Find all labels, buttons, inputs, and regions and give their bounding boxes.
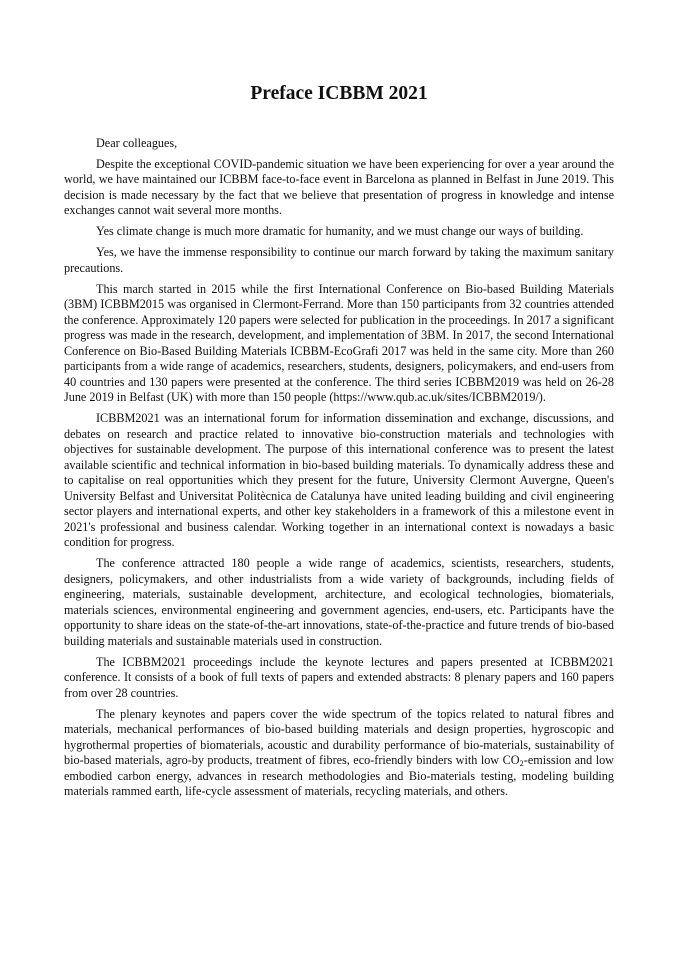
paragraph-proceedings: The ICBBM2021 proceedings include the keynote lectures and papers presented at ICBBM2021 conference. It consists of a book of full texts of papers and extended abstracts: 8 plenary papers and 160 papers from over 28 countries.: [64, 654, 614, 700]
paragraph-topics: [64, 707, 614, 800]
topics-text-end: -emission and low embodied carbon energy, advances in research methodologies and Bio-materials testing, modeling building materials rammed earth, life-cycle assessment of materials, recycling materials, and others.: [64, 753, 614, 798]
paragraph-forum: ICBBM2021 was an international forum for information dissemination and exchange, discussions, and debates on research and practice related to innovative bio-construction materials and technologies with objectives for sustainable development. The purpose of this international conference was to present the latest available scientific and technical information in bio-based building materials. To dynamically address these and to capitalise on real opportunities which they present for the future, University Clermont Auvergne, Queen's University Belfast and Universitat Politècnica de Catalunya have united leading building and civil engineering sector players and international experts, and other key stakeholders in a framework of this a milestone event in 2021's professional and business calendar. Working together in an international context is nowadays a basic condition for progress.: [64, 411, 614, 549]
co2-subscript: 2: [519, 758, 524, 768]
paragraph-climate: Yes climate change is much more dramatic for humanity, and we must change our ways of building.: [96, 224, 584, 238]
paragraph-responsibility: Yes, we have the immense responsibility to continue our march forward by taking the maximum sanitary precautions.: [64, 245, 614, 275]
topics-text-start: The plenary keynotes and papers cover the wide spectrum of the topics related to natural fibres and materials, mechanical performances of bio-based building materials and design properties, hygroscopic and hygrothermal properties of biomaterials, acoustic and durability performance of bio-materials, sustainability of bio-based materials, agro-by products, treatment of fibres, eco-friendly binders with low CO: [64, 706, 614, 767]
page-title: Preface ICBBM 2021: [250, 83, 428, 104]
paragraph-covid: Despite the exceptional COVID-pandemic situation we have been experiencing for over a year around the world, we have maintained our ICBBM face-to-face event in Barcelona as planned in Belfast in June 2019. This decision is made necessary by the fact that we believe that presentation of progress in knowledge and intense exchanges cannot wait several more months.: [64, 156, 614, 217]
paragraph-history: This march started in 2015 while the first International Conference on Bio-based Building Materials (3BM) ICBBM2015 was organised in Clermont-Ferrand. More than 150 participants from 32 countries attended the conference. Approximately 120 papers were selected for publication in the proceedings. In 2017 a significant progress was made in the research, development, and implementation of 3BM. In 2017, the second International Conference on Bio-Based Building Materials ICBBM-EcoGrafi 2017 was held in the same city. More than 260 participants from a wide range of academics, researchers, students, designers, policymakers, and end-users from 40 countries and 130 papers were presented at the conference. The third series ICBBM2019 was held on 26-28 June 2019 in Belfast (UK) with more than 150 people (https://www.qub.ac.uk/sites/ICBBM2019/).: [64, 281, 614, 404]
greeting: Dear colleagues,: [96, 136, 178, 150]
paragraph-attendance: The conference attracted 180 people a wide range of academics, scientists, researchers, students, designers, policymakers, and other industrialists from a wide variety of backgrounds, including fields of engineering, materials, sustainable development, architecture, and ecological technologies, biomaterials, materials sciences, environmental engineering and government agencies, end-users, etc. Participants have the opportunity to share ideas on the state-of-the-art innovations, state-of-the-practice and future trends of bio-based building materials and sustainable materials used in construction.: [64, 556, 614, 648]
